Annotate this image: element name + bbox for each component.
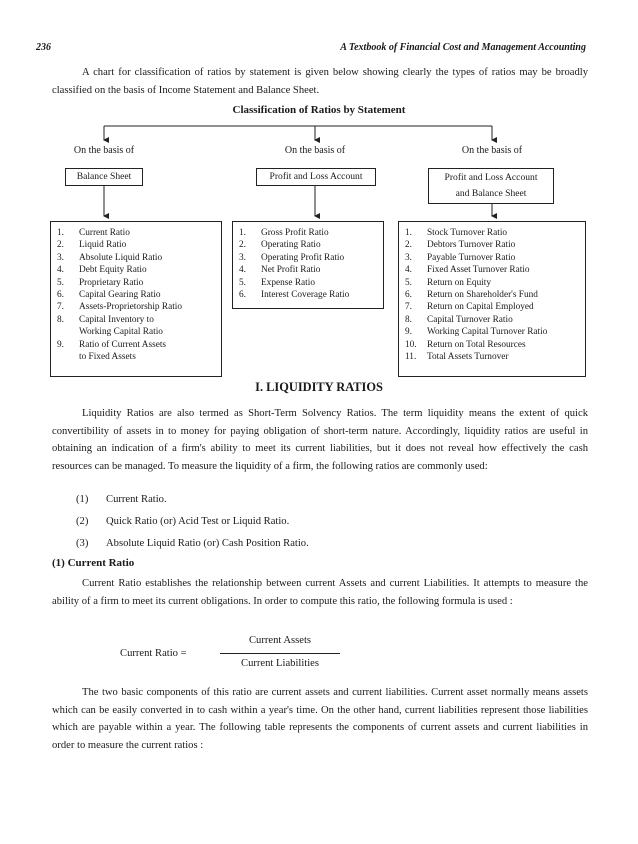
ratio-number: 4. [239, 265, 246, 276]
ratio-number: 11. [405, 352, 417, 363]
ratio-number: 6. [239, 290, 246, 301]
basis-label-2: On the basis of [284, 145, 346, 156]
ratio-number: 10. [405, 339, 417, 350]
enum-number: (3) [76, 538, 89, 549]
ratio-name: Debtors Turnover Ratio [427, 240, 516, 251]
current-ratio-formula [120, 632, 360, 676]
list-profit-loss-ratios [232, 221, 384, 309]
ratio-number: 1. [405, 228, 412, 238]
current-ratio-heading: (1) Current Ratio [52, 557, 135, 569]
ratio-name: Capital Gearing Ratio [79, 290, 161, 301]
ratio-number: 2. [57, 240, 64, 251]
ratio-list-item [405, 351, 579, 363]
current-ratio-paragraph: Current Ratio establishes the relationship between current Assets and current Liabilities. It attempts to measure the ability of a firm to meet its current obligations. In order to compute this ratio, the following formula is used : [52, 578, 588, 607]
ratio-list-item [405, 239, 579, 251]
ratio-list-item [239, 264, 377, 276]
ratio-name: Total Assets Turnover [427, 352, 509, 363]
ratio-name: Capital Inventory to Working Capital Ratio [79, 314, 163, 338]
ratio-list-item [57, 239, 215, 251]
ratio-enum-item [76, 516, 289, 527]
ratio-number: 6. [57, 290, 64, 301]
ratio-name: Proprietary Ratio [79, 277, 144, 288]
ratio-list-item [57, 314, 215, 339]
ratio-list-item [405, 264, 579, 276]
ratio-name: Current Ratio [79, 228, 130, 238]
running-header-title: A Textbook of Financial Cost and Management Accounting [340, 42, 586, 53]
ratio-number: 1. [239, 228, 246, 238]
ratio-list-item [57, 227, 215, 239]
ratio-name: Operating Profit Ratio [261, 252, 345, 263]
liquidity-paragraph: Liquidity Ratios are also termed as Short-Term Solvency Ratios. The term liquidity means the extent of quick convertibility of assets in to money for paying obligation of short-term nature. Accordingly, liquidity ratios are useful in obtaining an indication of a firm's ability to meet its current liabilities, but it does not reveal how effectively the cash resources can be managed. To measure the liquidity of a firm, the following ratios are commonly used: [52, 408, 588, 472]
box-profit-loss: Profit and Loss Account [256, 168, 376, 186]
enum-text: Absolute Liquid Ratio (or) Cash Position Ratio. [106, 538, 309, 549]
ratio-number: 5. [239, 277, 246, 288]
formula-numerator: Current Assets [248, 635, 312, 646]
ratio-list [57, 227, 215, 363]
ratio-number: 9. [405, 327, 412, 338]
ratio-number: 4. [57, 265, 64, 276]
formula-lhs: Current Ratio = [120, 648, 187, 659]
ratio-name: Absolute Liquid Ratio [79, 252, 163, 263]
ratio-name: Net Profit Ratio [261, 265, 321, 276]
ratio-list-item [239, 277, 377, 289]
ratio-number: 2. [405, 240, 412, 251]
ratio-list-item [405, 289, 579, 301]
intro-paragraph: A chart for classification of ratios by statement is given below showing clearly the types of ratios may be broadly classified on the basis of Income Statement and Balance Sheet. [52, 67, 588, 96]
ratio-list-item [405, 339, 579, 351]
ratio-list-item [405, 252, 579, 264]
list-balance-sheet-ratios [50, 221, 222, 377]
ratio-name: Gross Profit Ratio [261, 228, 329, 238]
ratio-name: Ratio of Current Assets to Fixed Assets [79, 339, 167, 363]
basis-label-1: On the basis of [73, 145, 135, 156]
ratio-list-item [239, 252, 377, 264]
ratio-number: 5. [57, 277, 64, 288]
ratio-list-item [239, 239, 377, 251]
ratio-list-item [405, 277, 579, 289]
ratio-name: Liquid Ratio [79, 240, 127, 251]
ratio-number: 7. [57, 302, 64, 313]
ratio-list-item [405, 227, 579, 239]
ratio-number: 3. [57, 252, 64, 263]
ratio-name: Expense Ratio [261, 277, 315, 288]
box-balance-sheet: Balance Sheet [65, 168, 143, 186]
ratio-number: 6. [405, 290, 412, 301]
basis-label-3: On the basis of [461, 145, 523, 156]
ratio-name: Working Capital Turnover Ratio [427, 327, 548, 338]
ratio-name: Interest Coverage Ratio [261, 290, 350, 301]
ratio-number: 7. [405, 302, 412, 313]
formula-denominator: Current Liabilities [241, 658, 319, 669]
ratio-number: 8. [405, 314, 412, 325]
enum-number: (2) [76, 516, 89, 527]
ratio-number: 3. [405, 252, 412, 263]
ratio-name: Operating Ratio [261, 240, 321, 251]
ratio-number: 3. [239, 252, 246, 263]
ratio-name: Return on Capital Employed [427, 302, 534, 313]
components-paragraph: The two basic components of this ratio are current assets and current liabilities. Current asset normally means assets which can be easily converted in to cash within a year's time. On the other hand, current liabilities represent those liabilities which are payable within a year. The following table represents the components of current assets and current liabilities in order to measure the current ratios : [52, 687, 588, 751]
enum-text: Current Ratio. [106, 494, 167, 505]
ratio-list-item [57, 289, 215, 301]
ratio-name: Return on Total Resources [427, 339, 526, 350]
ratio-name: Return on Shareholder's Fund [427, 290, 538, 301]
section-title: I. LIQUIDITY RATIOS [255, 380, 383, 394]
page-number: 236 [36, 42, 51, 53]
list-combined-ratios [398, 221, 586, 377]
chart-title: Classification of Ratios by Statement [232, 104, 406, 116]
ratio-list-item [405, 326, 579, 338]
ratio-number: 4. [405, 265, 412, 276]
ratio-number: 5. [405, 277, 412, 288]
ratio-enum-item [76, 494, 167, 505]
ratio-name: Fixed Asset Turnover Ratio [427, 265, 530, 276]
box-profit-loss-and-balance-sheet: Profit and Loss Account and Balance Sheet [428, 168, 554, 204]
ratio-name: Capital Turnover Ratio [427, 314, 513, 325]
ratio-list-item [239, 289, 377, 301]
ratio-number: 9. [57, 339, 64, 350]
formula-fraction-bar [220, 653, 340, 654]
ratio-name: Return on Equity [427, 277, 492, 288]
ratio-name: Assets-Proprietorship Ratio [79, 302, 183, 313]
ratio-name: Stock Turnover Ratio [427, 228, 508, 238]
ratio-list-item [57, 264, 215, 276]
enum-number: (1) [76, 494, 89, 505]
ratio-enum-item [76, 538, 309, 549]
ratio-list-item [57, 252, 215, 264]
ratio-number: 8. [57, 314, 64, 325]
ratio-name: Payable Turnover Ratio [427, 252, 516, 263]
ratio-list-item [405, 301, 579, 313]
ratio-list [239, 227, 377, 301]
ratio-number: 2. [239, 240, 246, 251]
ratio-list-item [405, 314, 579, 326]
ratio-list-item [57, 301, 215, 313]
ratio-number: 1. [57, 228, 64, 238]
ratio-list [405, 227, 579, 363]
ratio-name: Debt Equity Ratio [79, 265, 147, 276]
ratio-list-item [57, 339, 215, 364]
ratio-list-item [57, 277, 215, 289]
enum-text: Quick Ratio (or) Acid Test or Liquid Ratio. [106, 516, 290, 527]
ratio-list-item [239, 227, 377, 239]
